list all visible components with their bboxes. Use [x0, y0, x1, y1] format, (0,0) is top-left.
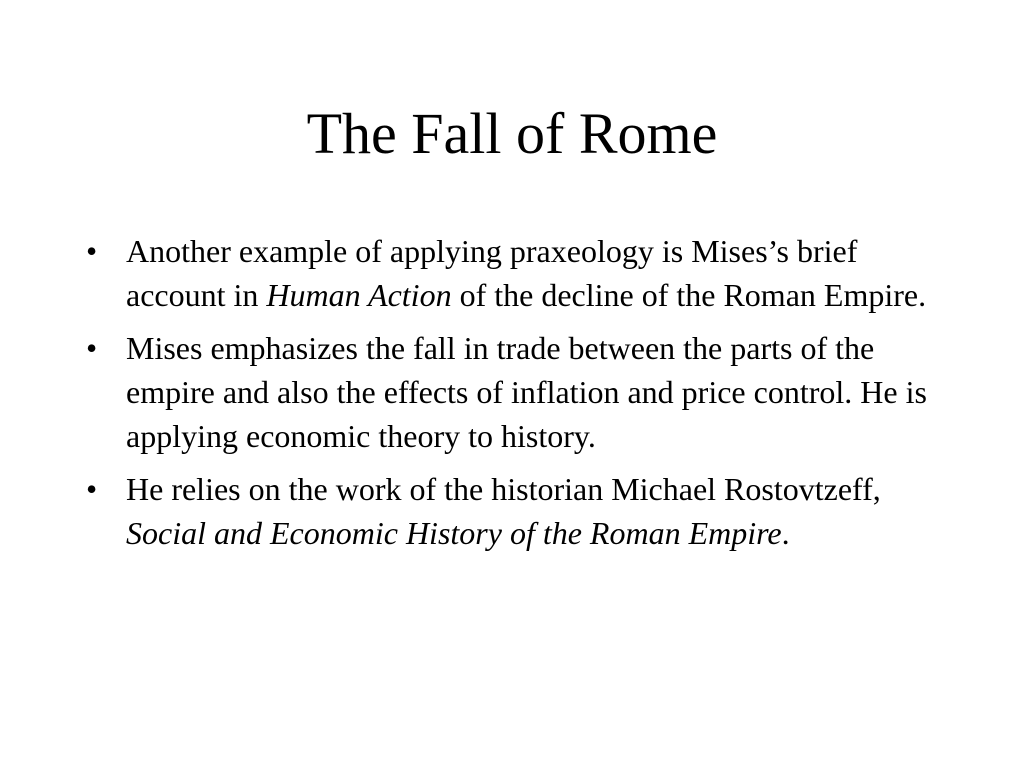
bullet-text	[126, 233, 926, 313]
bullet-list	[86, 229, 946, 564]
slide-title: The Fall of Rome	[306, 101, 718, 166]
book-title-social-economic-history: Social and Economic History of the Roman Empire	[126, 515, 782, 551]
bullet-item	[86, 467, 946, 555]
bullet-marker: •	[86, 330, 98, 366]
bullet-text-segment: Another example of applying praxeology is Mises’s brief account in	[126, 233, 858, 313]
book-title-human-action: Human Action	[266, 277, 452, 313]
bullet-text-segment: Mises emphasizes the fall in trade between the parts of the empire and also the effects of inflation and price control. He is applying economic theory to history.	[126, 330, 927, 454]
bullet-item	[86, 229, 946, 317]
bullet-marker: •	[86, 471, 98, 507]
bullet-text-segment: He relies on the work of the historian Michael Rostovtzeff,	[126, 471, 881, 507]
bullet-item	[86, 326, 946, 458]
bullet-text	[126, 471, 881, 551]
bullet-text-segment: .	[781, 515, 790, 551]
bullet-text	[126, 330, 927, 454]
bullet-text-segment: of the decline of the Roman Empire.	[451, 277, 927, 313]
bullet-marker: •	[86, 233, 98, 269]
